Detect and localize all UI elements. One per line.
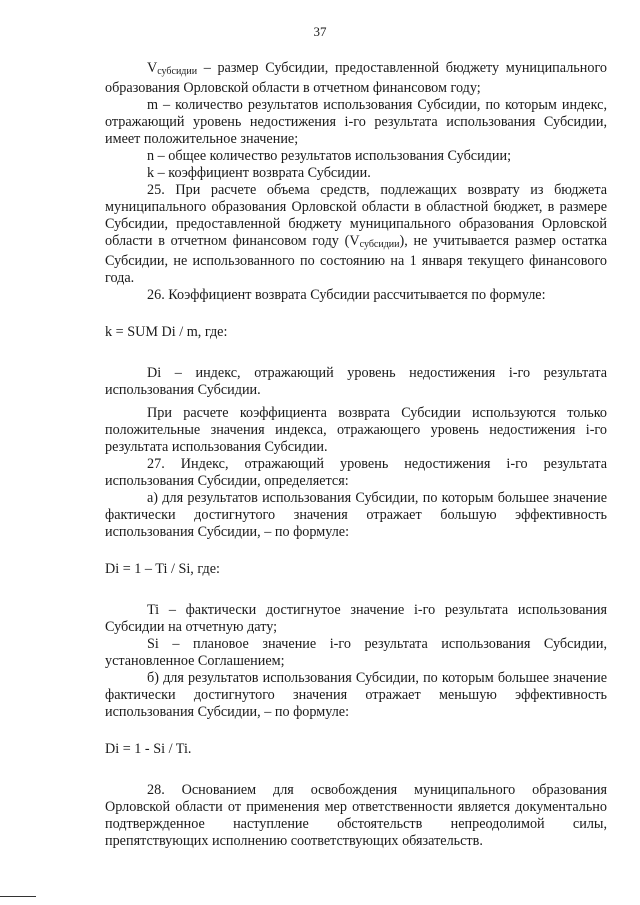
p25-text-start: 25. При расчете объема средств, подлежащих возврату из бюджета муниципального образования Орловской области в областной бюджет, в размере Субсидии, предоставленной бюджету муниципального образования Орловской области в отчетном финансовом году (V [105, 182, 607, 249]
paragraph-28: 28. Основанием для освобождения муниципального образования Орловской области от применения мер ответственности является документально подтвержденное наступление обстоятельств непреодолимой силы, препятствующих исполнению соответствующих обязательств. [105, 782, 607, 849]
paragraph-k-definition: k – коэффициент возврата Субсидии. [147, 165, 371, 181]
p25-subscript: субсидии [359, 239, 400, 250]
paragraph-positive-values: При расчете коэффициента возврата Субсидии используются только положительные значения индекса, отражающего уровень недостижения i-го результата использования Субсидии. [105, 405, 607, 455]
footer-rule [0, 896, 36, 897]
v-definition: – размер Субсидии, предоставленной бюджету муниципального образования Орловской области в отчетном финансовом году; [105, 60, 607, 96]
paragraph-v-subsidy [105, 60, 607, 97]
paragraph-n-definition: n – общее количество результатов использования Субсидии; [147, 148, 512, 164]
v-symbol: V [147, 60, 158, 76]
formula-di-b: Di = 1 - Si / Ti. [105, 741, 192, 757]
paragraph-25 [105, 182, 607, 287]
paragraph-27a: а) для результатов использования Субсидии, по которым большее значение фактически достигнутого значения отражает большую эффективность использования Субсидии, – по формуле: [105, 490, 607, 540]
paragraph-26: 26. Коэффициент возврата Субсидии рассчитывается по формуле: [147, 287, 546, 303]
paragraph-di-definition: Di – индекс, отражающий уровень недостижения i-го результата использования Субсидии. [105, 365, 607, 398]
paragraph-27: 27. Индекс, отражающий уровень недостижения i-го результата использования Субсидии, определяется: [105, 456, 607, 489]
paragraph-si-definition: Si – плановое значение i-го результата использования Субсидии, установленное Соглашением; [105, 636, 607, 669]
formula-di-a: Di = 1 – Ti / Si, где: [105, 561, 220, 577]
v-subscript: субсидии [157, 66, 198, 77]
document-body [105, 60, 607, 850]
paragraph-27b: б) для результатов использования Субсидии, по которым большее значение фактически достигнутого значения отражает меньшую эффективность использования Субсидии, – по формуле: [105, 670, 607, 720]
paragraph-m-definition: m – количество результатов использования Субсидии, по которым индекс, отражающий уровень недостижения i-го результата использования Субсидии, имеет положительное значение; [105, 97, 607, 147]
paragraph-ti-definition: Ti – фактически достигнутое значение i-го результата использования Субсидии на отчетную дату; [105, 602, 607, 635]
formula-k: k = SUM Di / m, где: [105, 324, 228, 340]
p25-text-end: ), не учитывается размер остатка Субсидии, не использованного по состоянию на 1 января текущего финансового года. [105, 233, 607, 286]
page-number: 37 [313, 24, 327, 39]
